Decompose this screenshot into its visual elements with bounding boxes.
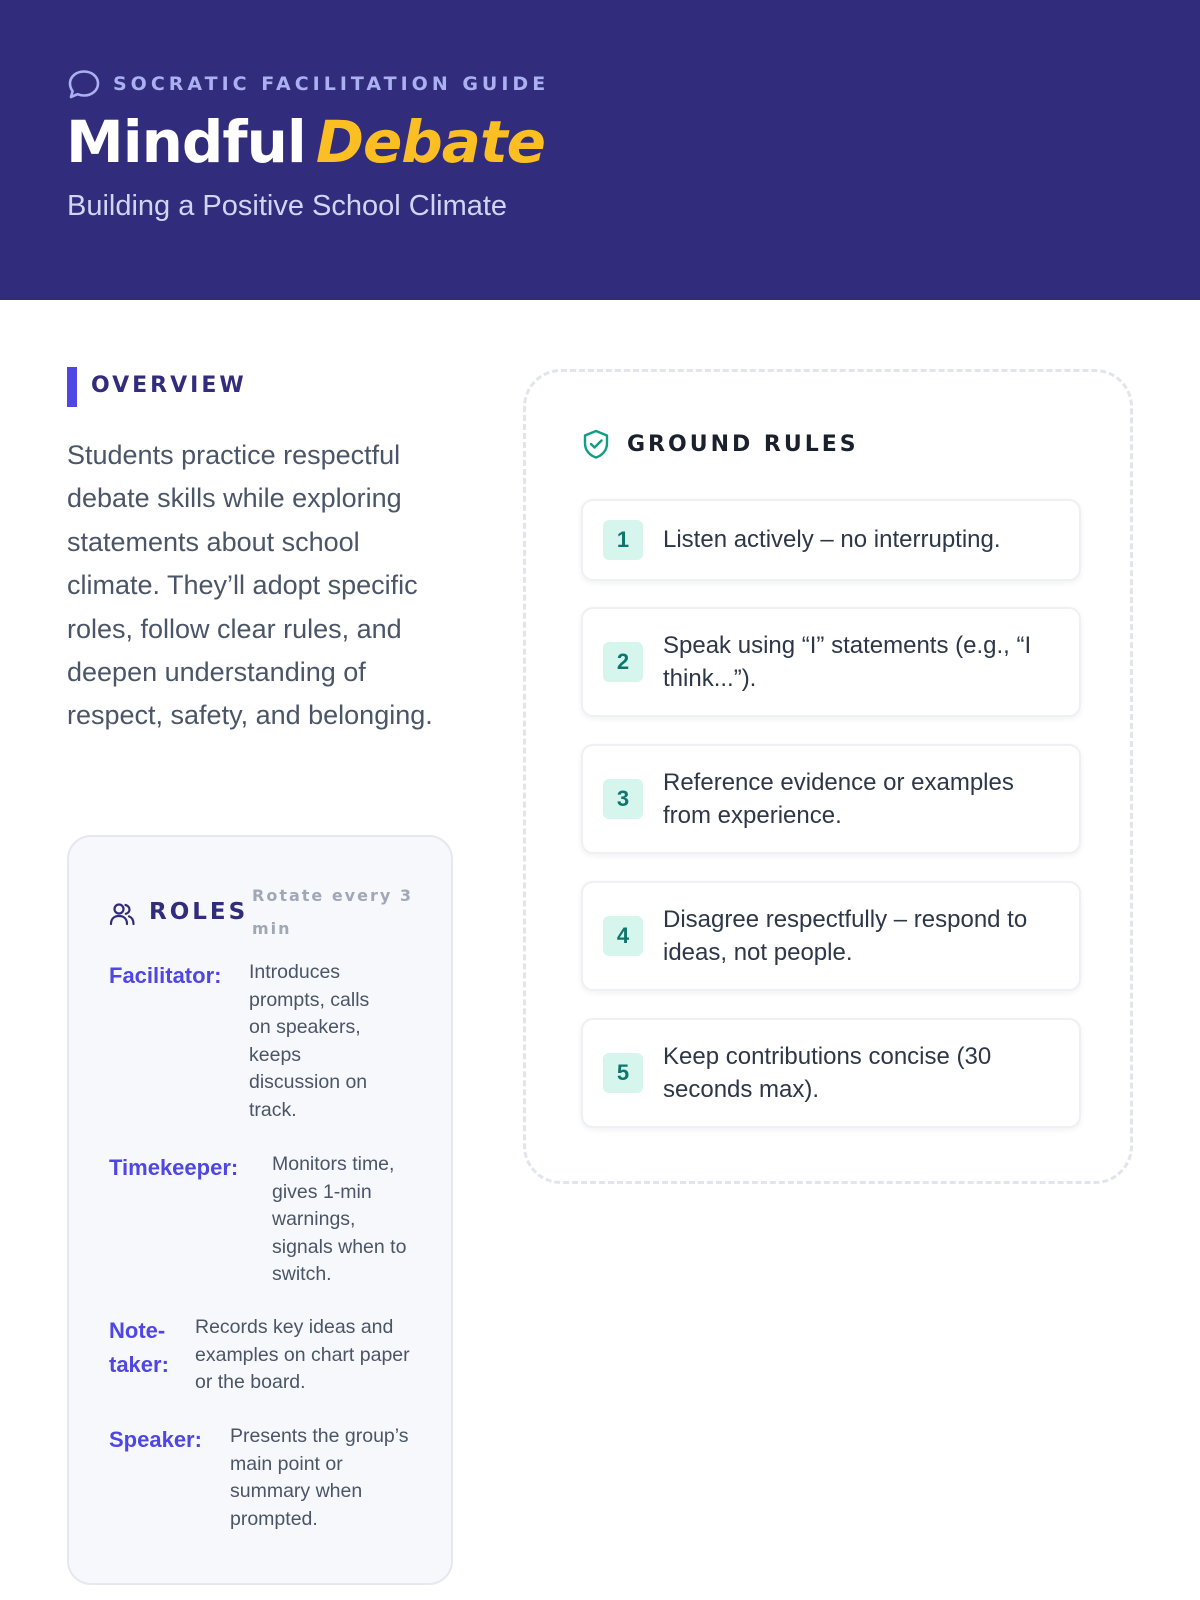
overview-text: Students practice respectful debate skills while exploring statements about school climate. They’ll adopt specific roles, follow clear rules, and deepen understanding of respect, safety, and belonging. [67, 440, 433, 731]
rule-text: Speak using “I” statements (e.g., “I think...”). [663, 631, 1032, 692]
rule-text: Keep contributions concise (30 seconds max). [663, 1042, 992, 1103]
rule-item [581, 744, 1081, 854]
users-icon [109, 901, 135, 927]
shield-check-icon [581, 428, 611, 460]
roles-heading: ROLES [149, 899, 249, 925]
role-name: Speaker: [109, 1427, 202, 1452]
rule-item [581, 499, 1081, 581]
role-timekeeper [109, 1151, 414, 1289]
kicker-label: SOCRATIC FACILITATION GUIDE [113, 73, 550, 95]
rule-text: Listen actively – no interrupting. [663, 526, 1001, 554]
role-description: Monitors time, gives 1-min warnings, signals when to switch. [272, 1153, 407, 1285]
page-header [0, 0, 1200, 300]
overview-heading: OVERVIEW [91, 373, 247, 398]
roles-header [109, 879, 419, 949]
ground-rules-card [523, 369, 1133, 1184]
role-facilitator [109, 959, 394, 1124]
rule-number-badge: 4 [603, 916, 643, 956]
page-title [66, 108, 545, 176]
guide-kicker [67, 68, 549, 100]
rule-text: Reference evidence or examples from experience. [663, 768, 1014, 829]
rule-number-badge: 3 [603, 779, 643, 819]
chat-bubble-icon [67, 68, 101, 100]
role-name: Note- taker: [109, 1318, 169, 1377]
ground-rules-heading: GROUND RULES [627, 431, 859, 457]
roles-card [67, 835, 453, 1585]
role-description: Presents the group’s main point or summary when prompted. [230, 1425, 409, 1530]
role-description: Records key ideas and examples on chart paper or the board. [195, 1316, 410, 1393]
rule-item [581, 1018, 1081, 1128]
rule-number-badge: 2 [603, 642, 643, 682]
role-speaker [109, 1423, 410, 1533]
rule-number-badge: 5 [603, 1053, 643, 1093]
title-accent: Debate [315, 108, 546, 176]
ground-rules-header [581, 427, 859, 461]
rule-number-badge: 1 [603, 520, 643, 560]
role-description: Introduces prompts, calls on speakers, keeps discussion on track. [249, 961, 370, 1121]
rule-text: Disagree respectfully – respond to ideas, not people. [663, 905, 1028, 966]
rule-item [581, 607, 1081, 717]
rotate-note: Rotate every 3 min [252, 886, 413, 938]
page-subtitle: Building a Positive School Climate [67, 190, 508, 222]
role-name: Facilitator: [109, 963, 222, 988]
rule-item [581, 881, 1081, 991]
overview-accent-bar [67, 367, 77, 407]
role-name: Timekeeper: [109, 1155, 239, 1180]
title-main: Mindful [66, 108, 306, 176]
role-note-taker [109, 1314, 420, 1397]
